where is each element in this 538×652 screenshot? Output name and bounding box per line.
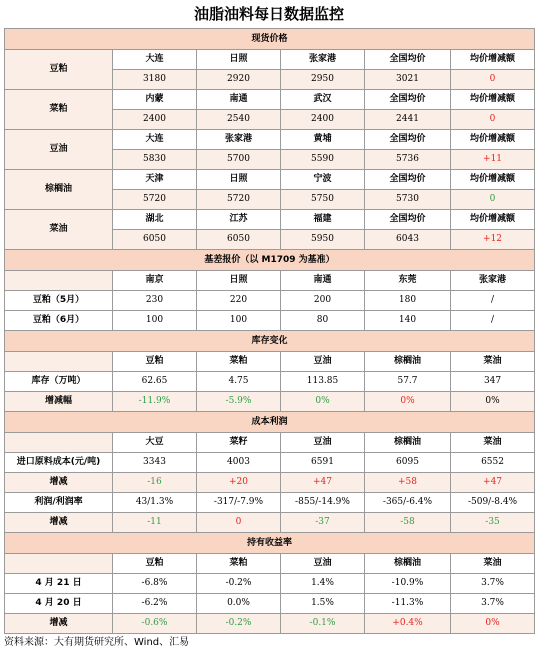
basis-value-cell: 140: [365, 311, 451, 331]
inventory-column-header: 豆油: [281, 352, 365, 372]
spot-price-value: 6050: [113, 230, 197, 250]
spot-location-header: 日照: [197, 50, 281, 70]
spot-location-header: 均价增减额: [451, 50, 535, 70]
inventory-value-cell: 0%: [365, 392, 451, 412]
spot-location-header: 全国均价: [365, 130, 451, 150]
spot-price-value: 5590: [281, 150, 365, 170]
cost-profit-value-cell: 6095: [365, 453, 451, 473]
spot-location-header: 内蒙: [113, 90, 197, 110]
cost-profit-value-cell: +20: [197, 473, 281, 493]
inventory-column-header: 棕榈油: [365, 352, 451, 372]
holding-return-row: [5, 574, 535, 594]
cost-profit-value-cell: 6552: [451, 453, 535, 473]
spot-location-header: 均价增减额: [451, 170, 535, 190]
basis-value-cell: 200: [281, 291, 365, 311]
spot-location-header: 大连: [113, 130, 197, 150]
cost-profit-column-header: 菜油: [451, 433, 535, 453]
basis-column-header: 东莞: [365, 271, 451, 291]
cost-profit-value-cell: 3343: [113, 453, 197, 473]
source-note: 资料来源：大有期货研究所、Wind、汇易: [4, 637, 190, 648]
cost-profit-header-row: [5, 433, 535, 453]
basis-header-blank: [5, 271, 113, 291]
basis-section-row: [5, 250, 535, 271]
spot-location-header: 全国均价: [365, 90, 451, 110]
cost-profit-value-cell: -317/-7.9%: [197, 493, 281, 513]
spot-price-value: 5720: [197, 190, 281, 210]
cost-profit-value-cell: +47: [281, 473, 365, 493]
basis-value-cell: 230: [113, 291, 197, 311]
inventory-row: [5, 392, 535, 412]
inventory-section-row: [5, 331, 535, 352]
holding-return-row-label: 4 月 20 日: [5, 594, 113, 614]
cost-profit-row: [5, 493, 535, 513]
holding-return-value-cell: 0.0%: [197, 594, 281, 614]
basis-header-row: [5, 271, 535, 291]
basis-section-title: 基差报价（以 M1709 为基准）: [5, 250, 535, 271]
spot-price-value: 0: [451, 70, 535, 90]
spot-price-value: 2540: [197, 110, 281, 130]
spot-commodity-label: 豆油: [5, 130, 113, 170]
holding-return-row-label: 4 月 21 日: [5, 574, 113, 594]
inventory-value-cell: 62.65: [113, 372, 197, 392]
cost-profit-header-blank: [5, 433, 113, 453]
holding-return-row: [5, 614, 535, 634]
spot-price-value: 2950: [281, 70, 365, 90]
holding-return-row-label: 增减: [5, 614, 113, 634]
spot-group-header-row: [5, 130, 535, 150]
cost-profit-value-cell: 4003: [197, 453, 281, 473]
holding-return-value-cell: -0.2%: [197, 614, 281, 634]
holding-return-section-title: 持有收益率: [5, 533, 535, 554]
cost-profit-value-cell: -509/-8.4%: [451, 493, 535, 513]
spot-location-header: 张家港: [281, 50, 365, 70]
cost-profit-column-header: 大豆: [113, 433, 197, 453]
basis-value-cell: 220: [197, 291, 281, 311]
spot-price-value: 5720: [113, 190, 197, 210]
cost-profit-value-cell: -35: [451, 513, 535, 533]
inventory-value-cell: 57.7: [365, 372, 451, 392]
spot-commodity-label: 菜油: [5, 210, 113, 250]
inventory-value-cell: -11.9%: [113, 392, 197, 412]
spot-location-header: 湖北: [113, 210, 197, 230]
inventory-value-cell: 0%: [281, 392, 365, 412]
cost-profit-section-row: [5, 412, 535, 433]
spot-group-header-row: [5, 210, 535, 230]
spot-location-header: 日照: [197, 170, 281, 190]
inventory-section-title: 库存变化: [5, 331, 535, 352]
basis-value-cell: /: [451, 291, 535, 311]
cost-profit-column-header: 棕榈油: [365, 433, 451, 453]
holding-return-row: [5, 594, 535, 614]
spot-price-value: 2400: [281, 110, 365, 130]
inventory-column-header: 菜油: [451, 352, 535, 372]
spot-price-section-row: [5, 29, 535, 50]
basis-row-label: 豆粕（6月）: [5, 311, 113, 331]
spot-group-header-row: [5, 90, 535, 110]
spot-price-value: 5750: [281, 190, 365, 210]
inventory-row: [5, 372, 535, 392]
spot-location-header: 江苏: [197, 210, 281, 230]
cost-profit-value-cell: +47: [451, 473, 535, 493]
inventory-value-cell: 347: [451, 372, 535, 392]
cost-profit-row-label: 进口原料成本(元/吨): [5, 453, 113, 473]
holding-return-section-row: [5, 533, 535, 554]
spot-location-header: 均价增减额: [451, 130, 535, 150]
spot-price-value: 6043: [365, 230, 451, 250]
spot-commodity-label: 棕榈油: [5, 170, 113, 210]
cost-profit-value-cell: +58: [365, 473, 451, 493]
cost-profit-value-cell: -365/-6.4%: [365, 493, 451, 513]
holding-return-column-header: 菜粕: [197, 554, 281, 574]
basis-column-header: 日照: [197, 271, 281, 291]
holding-return-value-cell: 1.4%: [281, 574, 365, 594]
basis-row-label: 豆粕（5月）: [5, 291, 113, 311]
basis-column-header: 南京: [113, 271, 197, 291]
cost-profit-value-cell: -855/-14.9%: [281, 493, 365, 513]
spot-location-header: 全国均价: [365, 50, 451, 70]
holding-return-column-header: 豆粕: [113, 554, 197, 574]
spot-location-header: 黄埔: [281, 130, 365, 150]
holding-return-value-cell: -11.3%: [365, 594, 451, 614]
spot-commodity-label: 菜粕: [5, 90, 113, 130]
spot-location-header: 全国均价: [365, 210, 451, 230]
spot-location-header: 福建: [281, 210, 365, 230]
spot-price-value: 5700: [197, 150, 281, 170]
basis-column-header: 南通: [281, 271, 365, 291]
cost-profit-row: [5, 453, 535, 473]
spot-price-value: 2441: [365, 110, 451, 130]
spot-location-header: 全国均价: [365, 170, 451, 190]
holding-return-value-cell: 3.7%: [451, 594, 535, 614]
spot-location-header: 均价增减额: [451, 210, 535, 230]
inventory-row-label: 增减幅: [5, 392, 113, 412]
holding-return-column-header: 豆油: [281, 554, 365, 574]
spot-location-header: 南通: [197, 90, 281, 110]
spot-price-value: +12: [451, 230, 535, 250]
spot-price-value: 2920: [197, 70, 281, 90]
cost-profit-row: [5, 513, 535, 533]
holding-return-value-cell: -0.6%: [113, 614, 197, 634]
cost-profit-value-cell: 6591: [281, 453, 365, 473]
inventory-value-cell: -5.9%: [197, 392, 281, 412]
basis-value-cell: 100: [197, 311, 281, 331]
spot-price-value: 5830: [113, 150, 197, 170]
cost-profit-row: [5, 473, 535, 493]
spot-price-value: 5736: [365, 150, 451, 170]
inventory-column-header: 菜粕: [197, 352, 281, 372]
spot-location-header: 天津: [113, 170, 197, 190]
spot-price-value: 3021: [365, 70, 451, 90]
inventory-value-cell: 4.75: [197, 372, 281, 392]
cost-profit-row-label: 利润/利润率: [5, 493, 113, 513]
cost-profit-value-cell: 43/1.3%: [113, 493, 197, 513]
spot-location-header: 武汉: [281, 90, 365, 110]
holding-return-value-cell: +0.4%: [365, 614, 451, 634]
basis-value-cell: 180: [365, 291, 451, 311]
spot-price-value: 2400: [113, 110, 197, 130]
basis-value-cell: /: [451, 311, 535, 331]
cost-profit-value-cell: -16: [113, 473, 197, 493]
holding-return-value-cell: 1.5%: [281, 594, 365, 614]
spot-price-value: +11: [451, 150, 535, 170]
spot-price-value: 5730: [365, 190, 451, 210]
basis-row: [5, 291, 535, 311]
spot-price-value: 0: [451, 110, 535, 130]
cost-profit-row-label: 增减: [5, 513, 113, 533]
cost-profit-section-title: 成本利润: [5, 412, 535, 433]
basis-value-cell: 80: [281, 311, 365, 331]
spot-group-header-row: [5, 50, 535, 70]
monitor-table: [4, 28, 535, 634]
holding-return-value-cell: -10.9%: [365, 574, 451, 594]
holding-return-value-cell: 3.7%: [451, 574, 535, 594]
holding-return-header-row: [5, 554, 535, 574]
holding-return-column-header: 菜油: [451, 554, 535, 574]
holding-return-column-header: 棕榈油: [365, 554, 451, 574]
inventory-column-header: 豆粕: [113, 352, 197, 372]
inventory-value-cell: 0%: [451, 392, 535, 412]
spot-location-header: 大连: [113, 50, 197, 70]
spot-location-header: 宁波: [281, 170, 365, 190]
cost-profit-row-label: 增减: [5, 473, 113, 493]
cost-profit-column-header: 豆油: [281, 433, 365, 453]
spot-location-header: 张家港: [197, 130, 281, 150]
basis-value-cell: 100: [113, 311, 197, 331]
spot-location-header: 均价增减额: [451, 90, 535, 110]
spot-price-value: 5950: [281, 230, 365, 250]
inventory-header-blank: [5, 352, 113, 372]
holding-return-value-cell: -6.8%: [113, 574, 197, 594]
holding-return-value-cell: 0%: [451, 614, 535, 634]
inventory-value-cell: 113.85: [281, 372, 365, 392]
basis-row: [5, 311, 535, 331]
cost-profit-value-cell: -11: [113, 513, 197, 533]
holding-return-value-cell: -0.1%: [281, 614, 365, 634]
cost-profit-value-cell: -37: [281, 513, 365, 533]
holding-return-header-blank: [5, 554, 113, 574]
inventory-row-label: 库存（万吨）: [5, 372, 113, 392]
inventory-header-row: [5, 352, 535, 372]
cost-profit-value-cell: 0: [197, 513, 281, 533]
cost-profit-column-header: 菜籽: [197, 433, 281, 453]
spot-commodity-label: 豆粕: [5, 50, 113, 90]
page-title: 油脂油料每日数据监控: [193, 5, 344, 23]
cost-profit-value-cell: -58: [365, 513, 451, 533]
spot-price-value: 0: [451, 190, 535, 210]
spot-price-value: 6050: [197, 230, 281, 250]
basis-column-header: 张家港: [451, 271, 535, 291]
holding-return-value-cell: -6.2%: [113, 594, 197, 614]
spot-price-value: 3180: [113, 70, 197, 90]
holding-return-value-cell: -0.2%: [197, 574, 281, 594]
spot-group-header-row: [5, 170, 535, 190]
spot-price-section-title: 现货价格: [5, 29, 535, 50]
